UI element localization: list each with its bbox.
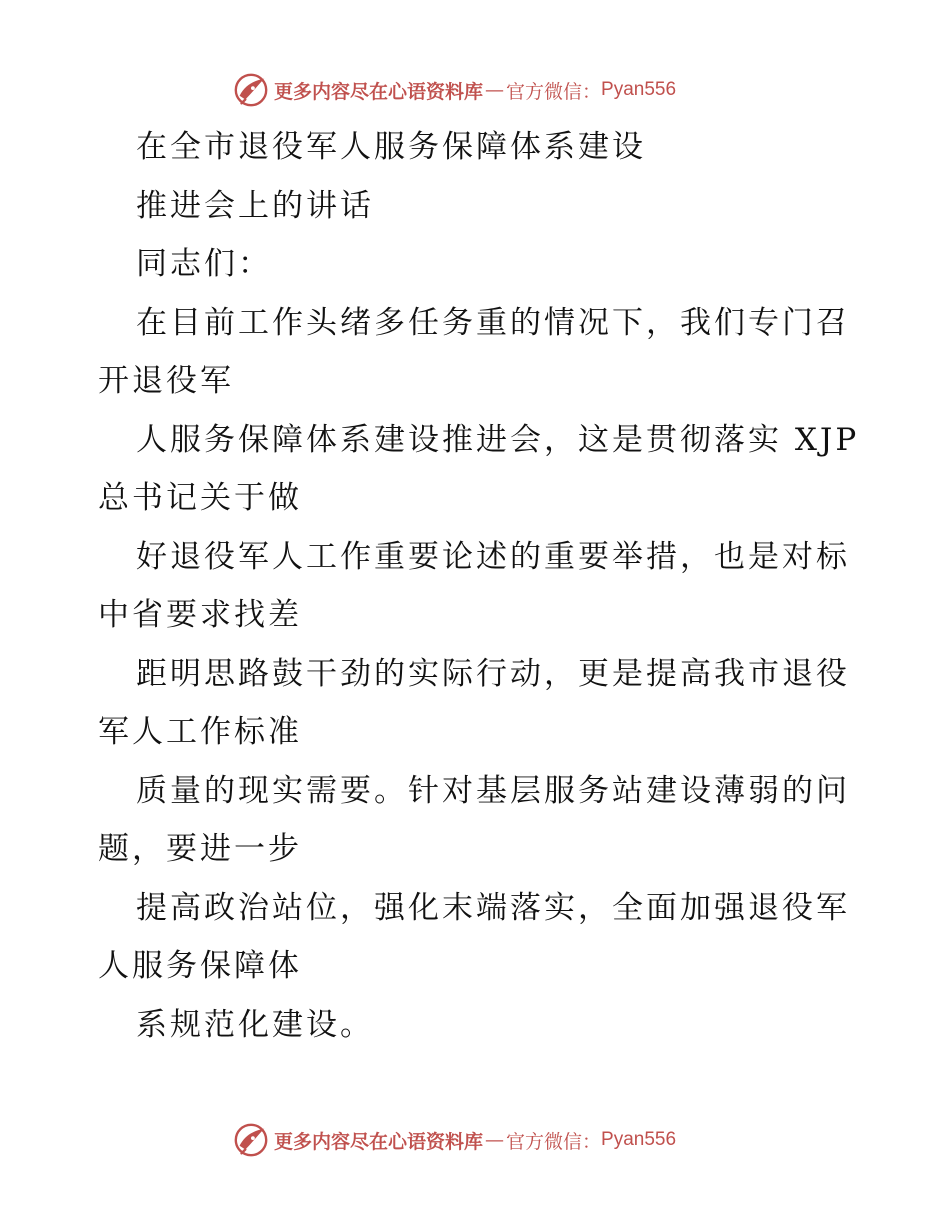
text-line: 同志们： (136, 246, 272, 282)
text-line: 中省要求找差 (98, 597, 302, 633)
document-body (98, 118, 858, 1054)
pen-nib-circle-logo-icon (232, 71, 270, 109)
text-line: 在目前工作头绪多任务重的情况下，我们专门召 (136, 304, 850, 341)
watermark-wechat-id: Pyan556 (601, 1129, 677, 1150)
text-line: 总书记关于做 (98, 480, 302, 516)
footer-watermark (232, 1120, 676, 1160)
text-line: 军人工作标准 (98, 714, 302, 750)
text-line: 人服务保障体 (98, 948, 302, 984)
text-line: 提高政治站位，强化末端落实，全面加强退役军 (136, 889, 850, 926)
watermark-separator: — (485, 79, 505, 101)
watermark-official-label: 官方微信： (506, 80, 602, 103)
watermark-wechat-id: Pyan556 (601, 79, 677, 100)
text-line: 质量的现实需要。针对基层服务站建设薄弱的问 (136, 772, 850, 809)
watermark-separator: — (485, 1129, 505, 1151)
text-line: 人服务保障体系建设推进会，这是贯彻落实 XJP (136, 421, 860, 458)
watermark-slogan: 更多内容尽在心语资料库 (274, 1130, 484, 1153)
text-line: 系规范化建设。 (136, 1006, 374, 1043)
text-line: 好退役军人工作重要论述的重要举措，也是对标 (136, 538, 850, 575)
watermark-slogan: 更多内容尽在心语资料库 (274, 80, 484, 103)
pen-nib-circle-logo-icon (232, 1121, 270, 1159)
text-line: 在全市退役军人服务保障体系建设 (136, 129, 646, 165)
watermark-official-label: 官方微信： (506, 1130, 602, 1153)
text-line: 距明思路鼓干劲的实际行动，更是提高我市退役 (136, 655, 850, 692)
text-line: 推进会上的讲话 (136, 187, 374, 224)
header-watermark (232, 70, 676, 110)
text-line: 题，要进一步 (98, 831, 302, 867)
text-line: 开退役军 (98, 363, 234, 399)
